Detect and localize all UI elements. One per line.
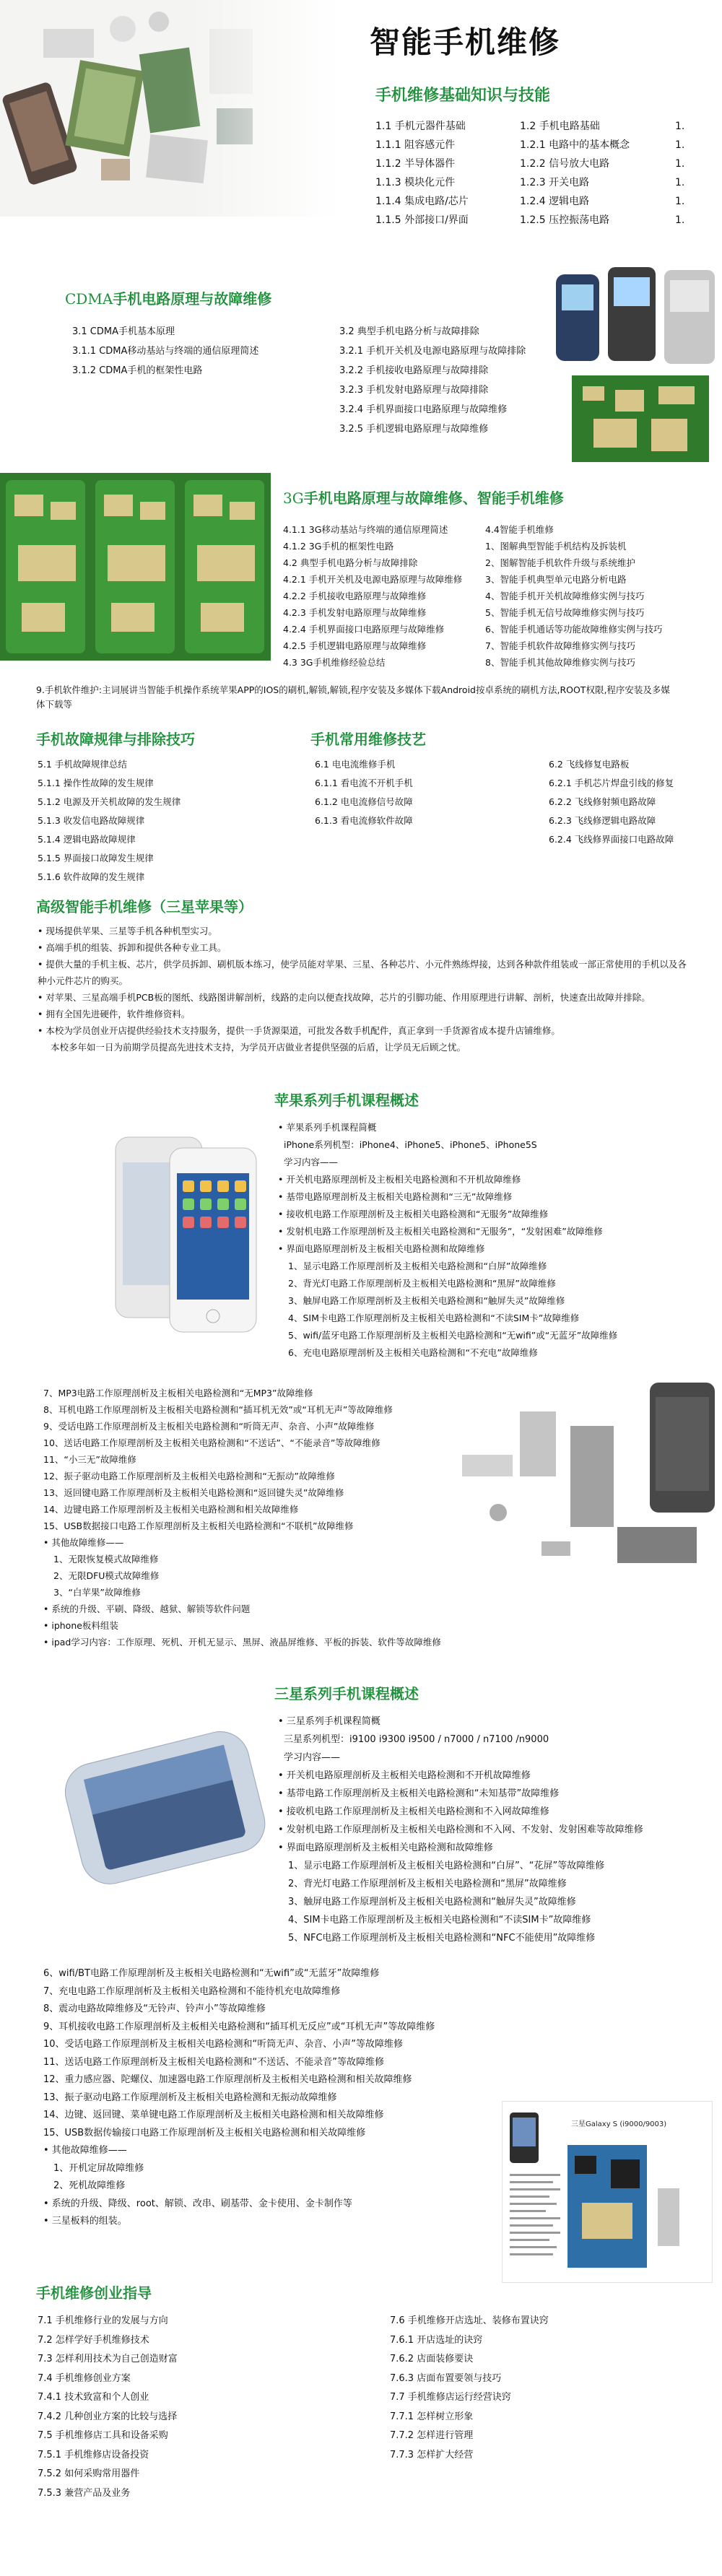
list-item: 10、受话电路工作原理剖析及主板相关电路检测和“听筒无声、杂音、小声”等故障维修 — [43, 2039, 404, 2050]
list-item: • 其他故障维修—— — [43, 1537, 124, 1548]
toc-item: 1.2 手机电路基础 — [520, 121, 600, 132]
list-item: 5、智能手机无信号故障维修实例与技巧 — [485, 607, 645, 618]
list-item: 6.2.4 飞线修界面接口电路故障 — [549, 834, 674, 845]
toc-item: 1. — [675, 196, 685, 207]
list-item: 2、图解智能手机软件升级与系统维护 — [485, 557, 635, 568]
toc-column-2 — [520, 117, 630, 230]
list-item: 学习内容—— — [284, 1752, 341, 1763]
list-item: 7、MP3电路工作原理剖析及主板相关电路检测和“无MP3”故障维修 — [43, 1388, 313, 1398]
samsung-bottom-list — [43, 1965, 435, 2231]
list-item: 7.5.3 兼营产品及业务 — [38, 2487, 131, 2499]
list-item: 6.1.1 看电流不开机手机 — [315, 778, 413, 788]
list-item: 15、USB数据传输接口电路工作原理剖析及主板相关电路检测和相关故障维修 — [43, 2127, 366, 2138]
toc-item: 1. — [675, 139, 685, 151]
toc-column-3 — [675, 117, 684, 230]
fault-column-3 — [549, 755, 674, 849]
list-item: 5、wifi/蓝牙电路工作原理剖析及主板相关电路检测和“无wifi”或“无蓝牙”故障维修 — [288, 1330, 618, 1341]
list-item: 13、返回键电路工作原理剖析及主板相关电路检测和“返回键失灵”故障维修 — [43, 1487, 344, 1498]
list-item: 1、显示电路工作原理剖析及主板相关电路检测和“白屏”、“花屏”等故障维修 — [288, 1861, 605, 1871]
toc-item: 1.2.2 信号放大电路 — [520, 158, 610, 170]
list-item: 三星系列机型：i9100 i9300 i9500 / n7000 / n7100 /n9000 — [284, 1734, 549, 1745]
business-column-2 — [390, 2312, 549, 2465]
list-item: • 开关机电路原理剖析及主板相关电路检测和不开机故障维修 — [278, 1174, 521, 1185]
section-heading-tools: 手机常用维修技艺 — [310, 731, 426, 748]
list-item: 11、“小三无”故障维修 — [43, 1454, 136, 1465]
list-item: 3、触屏电路工作原理剖析及主板相关电路检测和“触屏失灵”故障维修 — [288, 1897, 576, 1907]
list-item: • 三星系列手机课程简概 — [278, 1716, 380, 1727]
list-item: • ipad学习内容：工作原理、死机、开机无显示、黑屏、液晶屏维修、平板的拆装、软件等故障维修 — [43, 1637, 441, 1648]
samsung-phone-image — [43, 1718, 282, 1906]
list-item: 1、图解典型智能手机结构及拆装机 — [485, 541, 627, 552]
list-item: 2、背光灯电路工作原理剖析及主板相关电路检测和“黑屏”故障维修 — [288, 1879, 567, 1889]
list-item: 13、振子驱动电路工作原理剖析及主板相关电路检测和无振动故障维修 — [43, 2092, 337, 2103]
toc-item: 1. — [675, 177, 685, 188]
list-item: 4.2.4 手机界面接口电路原理与故障维修 — [283, 624, 445, 635]
section-heading-business: 手机维修创业指导 — [36, 2284, 152, 2302]
list-item: 11、送话电路工作原理剖析及主板相关电路检测和“不送话、不能录音”等故障维修 — [43, 2056, 385, 2068]
paragraph: • 本校为学员创业开店提供经验技术支持服务，提供一手货源渠道，可批发各数手机配件，真正拿到一手货源省成本提升店铺维修。 — [38, 1025, 560, 1036]
list-item: 10、送话电路工作原理剖析及主板相关电路检测和“不送话”、“不能录音”等故障维修 — [43, 1437, 380, 1448]
pcb-boards-image — [0, 473, 271, 661]
toc-item: 1.1.1 阻容感元件 — [375, 139, 456, 151]
list-item: 3.2.1 手机开关机及电源电路原理与故障排除 — [339, 346, 526, 357]
list-item: • 其他故障维修—— — [43, 2145, 127, 2156]
toc-item: 1.2.3 开关电路 — [520, 177, 590, 188]
list-item: 6、充电电路原理剖析及主板相关电路检测和“不充电”故障维修 — [288, 1347, 538, 1358]
list-item: 5.1.5 界面接口故障发生规律 — [38, 853, 154, 863]
list-item: 7.3 怎样利用技术为自己创造财富 — [38, 2354, 178, 2364]
list-item: 6.2.3 飞线修逻辑电路故障 — [549, 815, 656, 826]
iphone-illustration — [108, 1130, 267, 1346]
list-item: 3、触屏电路工作原理剖析及主板相关电路检测和“触屏失灵”故障维修 — [288, 1295, 565, 1306]
list-item: 3.2 典型手机电路分析与故障排除 — [339, 326, 479, 337]
list-item: • 基带电路工作原理剖析及主板相关电路检测和“未知基带”故障维修 — [278, 1788, 560, 1799]
list-item: 5、NFC电路工作原理剖析及主板相关电路检测和“NFC不能使用”故障维修 — [288, 1933, 596, 1944]
fault-column-2 — [315, 755, 413, 830]
list-item: 3.2.2 手机接收电路原理与故障排除 — [339, 365, 489, 376]
list-item: 3.2.3 手机发射电路原理与故障排除 — [339, 385, 489, 396]
list-item: 6.2.1 手机芯片焊盘引线的修复 — [549, 778, 674, 788]
list-item: 6、wifi/BT电路工作原理剖析及主板相关电路检测和“无wifi”或“无蓝牙”故障维修 — [43, 1968, 380, 1979]
iphone-image — [108, 1130, 267, 1346]
list-item: 7、智能手机软件故障维修实例与技巧 — [485, 640, 635, 651]
list-item: 7.6.2 店面装修要诀 — [390, 2354, 474, 2364]
list-item: 8、震动电路故障维修及“无铃声、铃声小”等故障维修 — [43, 2003, 266, 2014]
samsung-top-list — [278, 1713, 643, 1947]
list-item: 7.1 手机维修行业的发展与方向 — [38, 2315, 168, 2326]
senior-paragraphs — [38, 923, 687, 1056]
section-heading-basics: 手机维修基础知识与技能 — [375, 87, 551, 105]
heading-prefix: CDMA — [65, 290, 113, 308]
list-item: 7.6 手机维修开店选址、装修布置诀窍 — [390, 2315, 549, 2326]
toc-item: 1.1 手机元器件基础 — [375, 121, 466, 132]
list-item: 5.1.3 收发信电路故障规律 — [38, 815, 145, 826]
list-item: 2、背光灯电路工作原理剖析及主板相关电路检测和“黑屏”故障维修 — [288, 1278, 556, 1289]
list-item: 5.1.1 操作性故障的发生规律 — [38, 778, 154, 788]
list-item: 14、边键、返回键、菜单键电路工作原理剖析及主板相关电路检测和相关故障维修 — [43, 2110, 384, 2120]
toc-item: 1.2.4 逻辑电路 — [520, 196, 590, 207]
list-item: 5.1.2 电源及开关机故障的发生规律 — [38, 796, 181, 807]
list-item: 3.1.1 CDMA移动基站与终端的通信原理简述 — [72, 346, 259, 357]
list-item: 7.7 手机维修店运行经营诀窍 — [390, 2392, 511, 2403]
list-item: 4.4智能手机维修 — [485, 524, 554, 535]
section-heading-apple: 苹果系列手机课程概述 — [274, 1092, 419, 1109]
software-note: 9.手机软件维护:主词展讲当智能手机操作系统苹果APP的IOS的刷机,解锁,解锁,程序安装及多媒体下载Android按卓系统的刷机方法,ROOT权限,程序安装及多媒体下载等 — [36, 684, 670, 710]
toc-item: 1.1.3 模块化元件 — [375, 177, 456, 188]
list-item: 7.5.2 如何采购常用器件 — [38, 2468, 140, 2479]
paragraph: • 对苹果、三星高端手机PCB板的图纸、线路图讲解剖析，线路的走向以便查找故障，芯片的引脚功能、作用原理进行讲解、剖析，快速查出故障并排除。 — [38, 992, 651, 1003]
list-item: 7.6.1 开店选址的诀窍 — [390, 2334, 483, 2346]
heading-rest: 手机电路原理与故障维修、智能手机维修 — [303, 489, 564, 507]
apple-top-list — [278, 1119, 617, 1362]
paragraph: • 现场提供苹果、三星等手机各种机型实习。 — [38, 926, 217, 936]
toc-item: 1. — [675, 158, 685, 170]
list-item: • 发射机电路工作原理剖析及主板相关电路检测和不入网、不发射、发射困难等故障维修 — [278, 1824, 643, 1835]
list-item: 6.1.2 电电流修信号故障 — [315, 796, 413, 807]
list-item: • 系统的升级、平刷、降级、越狱、解锁等软件问题 — [43, 1604, 251, 1614]
section-heading-cdma — [65, 287, 271, 308]
list-item: 6.2 飞线修复电路板 — [549, 759, 630, 770]
apple-bottom-list — [43, 1385, 441, 1650]
list-item: 1、显示电路工作原理剖析及主板相关电路检测和“白屏”故障维修 — [288, 1261, 547, 1271]
list-item: 4.2 典型手机电路分析与故障排除 — [283, 557, 418, 568]
paragraph: • 高端手机的组装、拆卸和提供各种专业工具。 — [38, 942, 227, 953]
list-item: • 开关机电路原理剖析及主板相关电路检测和不开机故障维修 — [278, 1770, 531, 1781]
list-item: 6.2.2 飞线修射频电路故障 — [549, 796, 656, 807]
section-heading-samsung: 三星系列手机课程概述 — [274, 1685, 419, 1702]
list-item: 4.1.1 3G移动基站与终端的通信原理简述 — [283, 524, 448, 535]
list-item: 4、SIM卡电路工作原理剖析及主板相关电路检测和“不读SIM卡”故障维修 — [288, 1915, 591, 1926]
list-item: 3.2.5 手机逻辑电路原理与故障维修 — [339, 424, 489, 435]
list-item: 12、振子驱动电路工作原理剖析及主板相关电路检测和“无振动”故障维修 — [43, 1471, 335, 1481]
list-item: 4、SIM卡电路工作原理剖析及主板相关电路检测和“不读SIM卡”故障维修 — [288, 1313, 580, 1323]
list-item: 12、重力感应器、陀螺仪、加速器电路工作原理剖析及主板相关电路检测和相关故障维修 — [43, 2074, 412, 2085]
list-item: 7.4.1 技术致富和个人创业 — [38, 2392, 149, 2403]
3g-column-1 — [283, 521, 462, 671]
list-item: 5.1.4 逻辑电路故障规律 — [38, 834, 136, 845]
list-item: 7.7.2 怎样进行管理 — [390, 2430, 474, 2441]
list-item: 4.2.5 手机逻辑电路原理与故障维修 — [283, 640, 427, 651]
section-heading-fault: 手机故障规律与排除技巧 — [36, 731, 195, 748]
list-item: • 基带电路原理剖析及主板相关电路检测和“三无”故障维修 — [278, 1191, 513, 1202]
page-title: 智能手机维修 — [370, 25, 561, 60]
phone-parts-illustration — [0, 0, 339, 217]
list-item: 7.2 怎样学好手机维修技术 — [38, 2334, 149, 2346]
list-item: • 界面电路原理剖析及主板相关电路检测和故障维修 — [278, 1842, 493, 1853]
list-item: 7.4.2 几种创业方案的比较与选择 — [38, 2411, 178, 2422]
list-item: 4、智能手机开关机故障维修实例与技巧 — [485, 591, 645, 601]
list-item: 7.4 手机维修创业方案 — [38, 2372, 131, 2384]
toc-item: 1. — [675, 214, 685, 226]
board-schematic-illustration — [503, 2102, 712, 2282]
list-item: • 接收机电路工作原理剖析及主板相关电路检测和“无服务”故障维修 — [278, 1209, 549, 1219]
iphone-disassembly-illustration — [433, 1368, 722, 1599]
toc-item: 1.2.5 压控振荡电路 — [520, 214, 610, 226]
iphone-parts-image — [433, 1368, 722, 1599]
toc-item: 1. — [675, 121, 685, 132]
list-item: 9、受话电路工作原理剖析及主板相关电路检测和“听筒无声、杂音、小声”故障维修 — [43, 1421, 375, 1432]
list-item: 5.1.6 软件故障的发生规律 — [38, 871, 145, 882]
header-parts-image — [0, 0, 339, 217]
list-item: 6、智能手机通话等功能故障维修实例与技巧 — [485, 624, 663, 635]
list-item: 学习内容—— — [284, 1157, 339, 1167]
list-item: 8、耳机电路工作原理剖析及主板相关电路检测和“插耳机无效”或“耳机无声”等故障维修 — [43, 1404, 393, 1415]
pcb-boards-illustration — [0, 473, 271, 661]
list-item: • 界面电路原理剖析及主板相关电路检测和故障维修 — [278, 1243, 485, 1254]
list-item: 1、开机定屏故障维修 — [53, 2162, 144, 2174]
list-item: 8、智能手机其他故障维修实例与技巧 — [485, 657, 635, 668]
paragraph: 本校多年如一日为前期学员提高先进技术支持，为学员开店做业者提供坚强的后盾，让学员无后顾之忧。 — [51, 1042, 466, 1053]
list-item: • 三星板料的组装。 — [43, 2216, 127, 2227]
list-item: 3.1.2 CDMA手机的框架性电路 — [72, 365, 203, 376]
paragraph: • 拥有全国先进硬件，软件维修资料。 — [38, 1009, 191, 1019]
list-item: 4.1.2 3G手机的框架性电路 — [283, 541, 394, 552]
list-item: 7.5.1 手机维修店设备投资 — [38, 2449, 149, 2460]
cdma-column-2 — [339, 322, 526, 439]
list-item: 7.6.3 店面布置要领与技巧 — [390, 2372, 502, 2384]
list-item: 3、“白苹果”故障维修 — [53, 1587, 141, 1598]
list-item: • 苹果系列手机课程简概 — [278, 1122, 377, 1133]
list-item: 3.1 CDMA手机基本原理 — [72, 326, 175, 337]
list-item: 5.1 手机故障规律总结 — [38, 759, 127, 770]
list-item: 3.2.4 手机界面接口电路原理与故障维修 — [339, 404, 508, 415]
list-item: • iphone板料组装 — [43, 1620, 118, 1631]
section-heading-senior: 高级智能手机维修（三星苹果等） — [36, 898, 253, 915]
business-column-1 — [38, 2312, 178, 2503]
galaxy-phone-illustration — [43, 1718, 282, 1906]
list-item: • 接收机电路工作原理剖析及主板相关电路检测和不入网故障维修 — [278, 1806, 549, 1817]
toc-item: 1.1.2 半导体器件 — [375, 158, 456, 170]
samsung-board-diagram — [502, 2101, 713, 2283]
list-item: 2、无限DFU模式故障维修 — [53, 1570, 160, 1581]
list-item: 14、边键电路工作原理剖析及主板相关电路检测和相关故障维修 — [43, 1504, 299, 1515]
list-item: • 发射机电路工作原理剖析及主板相关电路检测和“无服务”，“发射困难”故障维修 — [278, 1226, 603, 1237]
list-item: 7.5 手机维修店工具和设备采购 — [38, 2430, 168, 2441]
list-item: 7.7.1 怎样树立形象 — [390, 2411, 474, 2422]
toc-column-1 — [375, 117, 469, 230]
paragraph: • 提供大量的手机主板、芯片，供学员拆卸、刷机版本练习，使学员能对苹果、三星、各种芯片、小元件熟练焊接，达到各种款件组装或一部正常使用的手机以及各种小元件芯片的购买。 — [38, 959, 687, 986]
list-item: 7、充电电路工作原理剖析及主板相关电路检测和不能待机充电故障维修 — [43, 1985, 341, 1997]
list-item: 15、USB数据接口电路工作原理剖析及主板相关电路检测和“不联机”故障维修 — [43, 1520, 354, 1531]
toc-item: 1.1.4 集成电路/芯片 — [375, 196, 469, 207]
list-item: 3、智能手机典型单元电路分析电路 — [485, 574, 627, 585]
list-item: 6.1 电电流维修手机 — [315, 759, 396, 770]
board-caption: 三星Galaxy S (i9000/9003) — [571, 2120, 667, 2128]
cdma-phone-image — [550, 260, 722, 469]
section-heading-3g — [283, 487, 564, 508]
list-item: 7.7.3 怎样扩大经营 — [390, 2449, 474, 2460]
list-item: 9、耳机接收电路工作原理剖析及主板相关电路检测和“插耳机无反应”或“耳机无声”等故障维修 — [43, 2021, 435, 2032]
list-item: 4.3 3G手机维修经验总结 — [283, 657, 386, 668]
list-item: 6.1.3 看电流修软件故障 — [315, 815, 413, 826]
list-item: 4.2.2 手机接收电路原理与故障维修 — [283, 591, 427, 601]
list-item: 2、死机故障维修 — [53, 2180, 126, 2191]
old-phones-and-board-illustration — [550, 260, 722, 469]
toc-item: 1.2.1 电路中的基本概念 — [520, 139, 630, 151]
list-item: • 系统的升级、降级、root、解锁、改串、刷基带、金卡使用、金卡制作等 — [43, 2198, 352, 2209]
heading-rest: 手机电路原理与故障维修 — [113, 290, 272, 308]
list-item: 4.2.3 手机发射电路原理与故障维修 — [283, 607, 427, 618]
fault-column-1 — [38, 755, 180, 887]
list-item: 1、无限恢复模式故障维修 — [53, 1554, 159, 1565]
heading-prefix: 3G — [283, 489, 304, 507]
list-item: 4.2.1 手机开关机及电源电路原理与故障维修 — [283, 574, 463, 585]
cdma-column-1 — [72, 322, 258, 380]
3g-column-2 — [485, 521, 662, 671]
list-item: iPhone系列机型：iPhone4、iPhone5、iPhone5、iPhone5S — [284, 1139, 537, 1150]
toc-item: 1.1.5 外部接口/界面 — [375, 214, 469, 226]
